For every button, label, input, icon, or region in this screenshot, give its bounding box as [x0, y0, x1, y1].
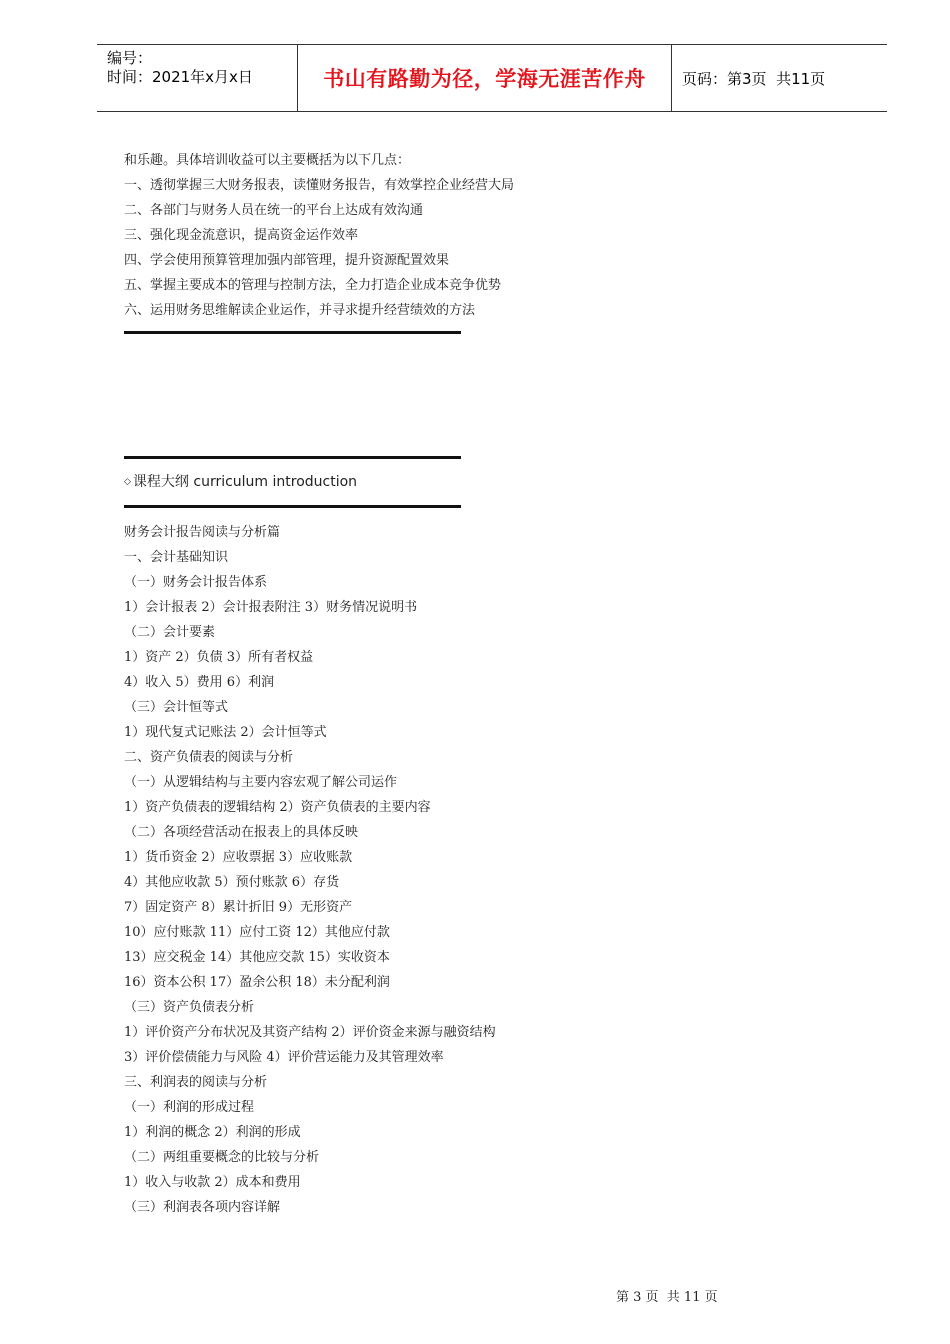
- outline-line: 1）资产 2）负债 3）所有者权益: [124, 650, 314, 665]
- header-page-label: 页码：第3页 共11页: [682, 69, 826, 88]
- outline-line: 4）其他应收款 5）预付账款 6）存货: [124, 875, 340, 890]
- outline-section: [124, 520, 824, 1220]
- outline-line: 一、会计基础知识: [124, 550, 229, 565]
- outline-line: 财务会计报告阅读与分析篇: [124, 525, 281, 540]
- outline-line: （二）各项经营活动在报表上的具体反映: [124, 825, 359, 840]
- intro-line: 和乐趣。具体培训收益可以主要概括为以下几点：: [124, 153, 411, 168]
- section-divider: [124, 331, 461, 334]
- outline-line: （一）从逻辑结构与主要内容宏观了解公司运作: [124, 775, 398, 790]
- outline-line: 1）资产负债表的逻辑结构 2）资产负债表的主要内容: [124, 800, 431, 815]
- outline-line: 7）固定资产 8）累计折旧 9）无形资产: [124, 900, 353, 915]
- outline-line: 3）评价偿债能力与风险 4）评价营运能力及其管理效率: [124, 1050, 444, 1065]
- outline-line: 1）评价资产分布状况及其资产结构 2）评价资金来源与融资结构: [124, 1025, 496, 1040]
- intro-section: [124, 148, 824, 323]
- outline-line: （一）利润的形成过程: [124, 1100, 255, 1115]
- outline-line: 16）资本公积 17）盈余公积 18）未分配利润: [124, 975, 390, 990]
- document-number-label: 编号：: [107, 49, 153, 67]
- outline-line: 1）会计报表 2）会计报表附注 3）财务情况说明书: [124, 600, 418, 615]
- course-outline-title: 课程大纲 curriculum introduction: [132, 474, 358, 490]
- outline-line: （一）财务会计报告体系: [124, 575, 268, 590]
- outline-line: 10）应付账款 11）应付工资 12）其他应付款: [124, 925, 390, 940]
- section-divider: [124, 505, 461, 508]
- outline-line: 1）收入与收款 2）成本和费用: [124, 1175, 301, 1190]
- outline-line: （二）会计要素: [124, 625, 216, 640]
- diamond-icon: ◇: [124, 477, 131, 487]
- intro-line: 四、学会使用预算管理加强内部管理，提升资源配置效果: [124, 253, 450, 268]
- outline-line: （三）利润表各项内容详解: [124, 1200, 281, 1215]
- header-motto-cell: [298, 45, 672, 111]
- intro-line: 五、掌握主要成本的管理与控制方法，全力打造企业成本竞争优势: [124, 278, 502, 293]
- outline-line: 1）利润的概念 2）利润的形成: [124, 1125, 301, 1140]
- outline-line: 二、资产负债表的阅读与分析: [124, 750, 294, 765]
- outline-line: 1）货币资金 2）应收票据 3）应收账款: [124, 850, 353, 865]
- intro-line: 二、各部门与财务人员在统一的平台上达成有效沟通: [124, 203, 424, 218]
- outline-line: 4）收入 5）费用 6）利润: [124, 675, 275, 690]
- page-footer: 第 3 页 共 11 页: [616, 1290, 718, 1305]
- outline-line: （三）会计恒等式: [124, 700, 229, 715]
- header-motto: 书山有路勤为径，学海无涯苦作舟: [323, 67, 646, 91]
- outline-line: （二）两组重要概念的比较与分析: [124, 1150, 320, 1165]
- header-page-cell: [672, 45, 887, 111]
- outline-line: （三）资产负债表分析: [124, 1000, 255, 1015]
- course-outline-heading: [124, 472, 357, 492]
- document-header: [97, 44, 887, 112]
- header-meta-cell: [97, 45, 298, 111]
- outline-line: 13）应交税金 14）其他应交款 15）实收资本: [124, 950, 390, 965]
- section-divider: [124, 456, 461, 459]
- outline-line: 1）现代复式记账法 2）会计恒等式: [124, 725, 327, 740]
- intro-line: 一、透彻掌握三大财务报表，读懂财务报告，有效掌控企业经营大局: [124, 178, 515, 193]
- outline-line: 三、利润表的阅读与分析: [124, 1075, 268, 1090]
- intro-line: 三、强化现金流意识，提高资金运作效率: [124, 228, 359, 243]
- document-time-label: 时间：2021年x月x日: [107, 68, 253, 86]
- intro-line: 六、运用财务思维解读企业运作，并寻求提升经营绩效的方法: [124, 303, 476, 318]
